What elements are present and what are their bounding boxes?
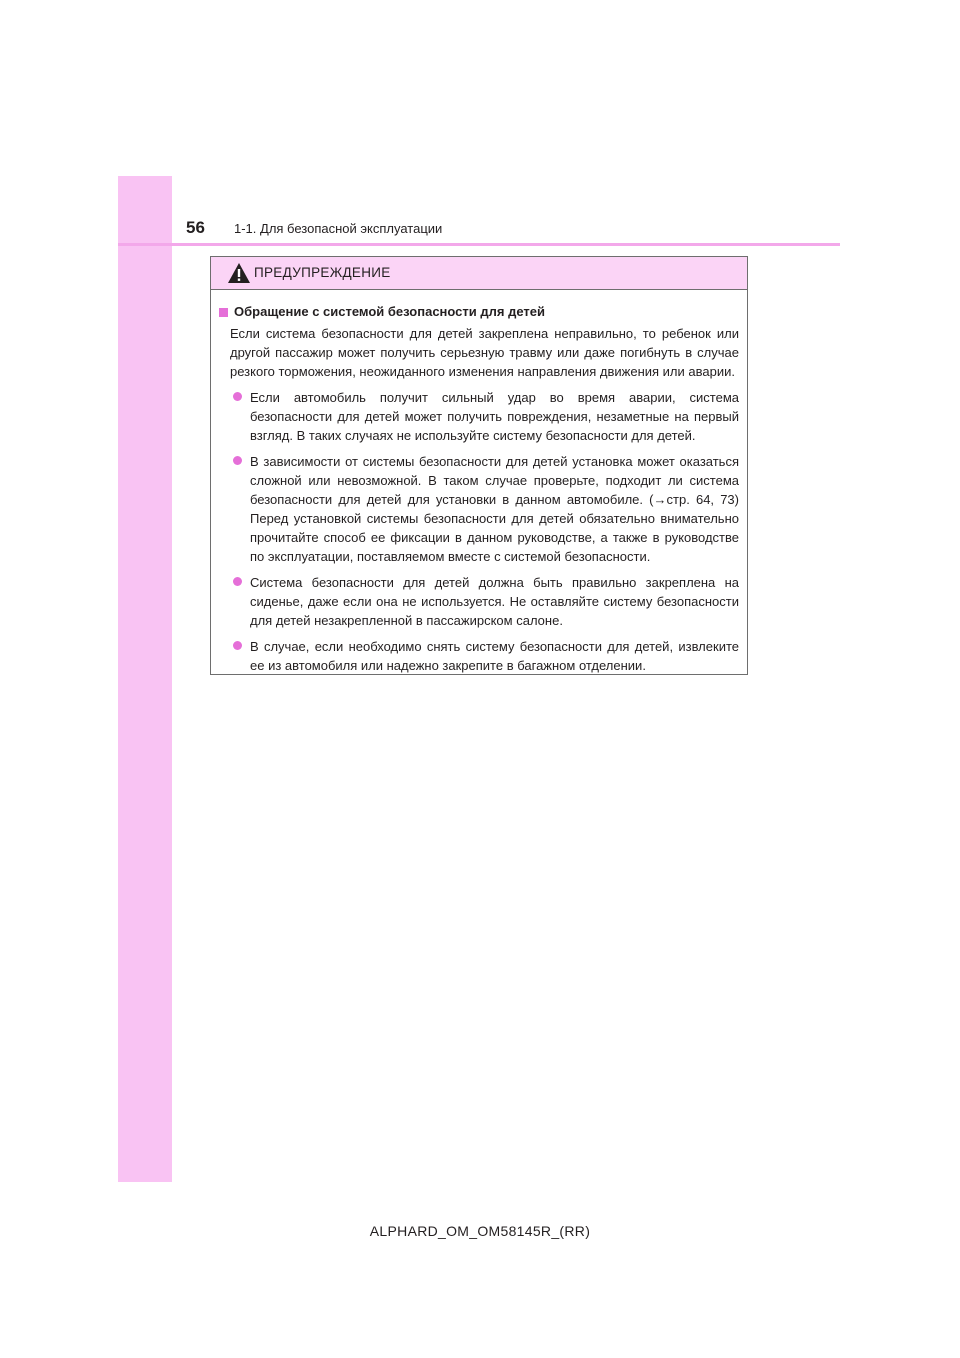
square-bullet-icon [219, 308, 228, 317]
list-item [233, 637, 739, 675]
dot-bullet-icon [233, 641, 242, 650]
warning-triangle-icon [227, 262, 251, 284]
warning-body [211, 290, 747, 675]
warning-subheading [219, 303, 739, 321]
warning-header [211, 257, 747, 290]
list-item [233, 388, 739, 445]
dot-bullet-icon [233, 392, 242, 401]
dot-bullet-icon [233, 577, 242, 586]
section-title: 1-1. Для безопасной эксплуатации [234, 221, 443, 236]
list-item [233, 573, 739, 630]
subheading-text: Обращение с системой безопасности для детей [234, 304, 545, 319]
header-divider [118, 243, 840, 246]
warning-title: ПРЕДУПРЕЖДЕНИЕ [254, 265, 391, 280]
warning-intro: Если система безопасности для детей закреплена неправильно, то ребенок или другой пассажир может получить серьезную травму или даже погибнуть в случае резкого торможения, неожиданного изменения направления движения или аварии. [230, 326, 739, 379]
list-item-text: В случае, если необходимо снять систему безопасности для детей, извлеките ее из автомобиля или надежно закрепите в багажном отделении. [250, 639, 739, 673]
document-code: ALPHARD_OM_OM58145R_(RR) [369, 1223, 591, 1239]
list-item-text: В зависимости от системы безопасности для детей установка может оказаться сложной или невозможной. В таком случае проверьте, подходит ли система безопасности для детей для установки в данном автомобиле. (→стр. 64, 73) Перед установкой системы безопасности для детей обязательно внимательно прочитайте способ ее фиксации в данном руководстве, а также в руководстве по эксплуатации, поставляемом вместе с системой безопасности. [250, 454, 739, 564]
side-color-strip [118, 176, 172, 1182]
list-item-text: Система безопасности для детей должна быть правильно закреплена на сиденье, даже если она не используется. Не оставляйте систему безопасности для детей незакрепленной в пассажирском салоне. [250, 575, 739, 628]
page-number: 56 [186, 218, 205, 237]
dot-bullet-icon [233, 456, 242, 465]
list-item-text: Если автомобиль получит сильный удар во время аварии, система безопасности для детей может получить повреждения, незаметные на первый взгляд. В таких случаях не используйте систему безопасности для детей. [250, 390, 739, 443]
warning-box [210, 256, 748, 675]
list-item [233, 452, 739, 566]
